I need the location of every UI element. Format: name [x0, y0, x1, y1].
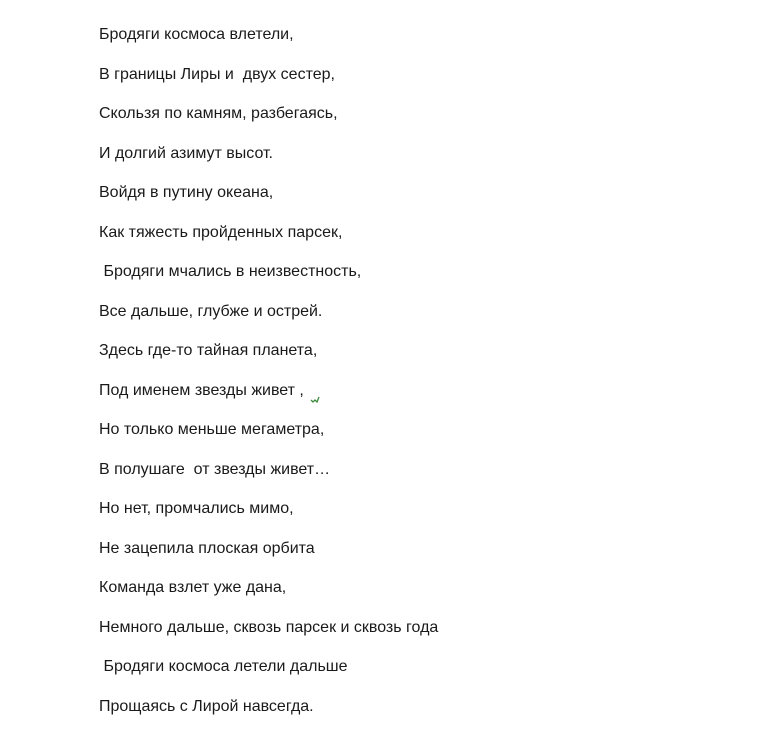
poem-line: Но нет, промчались мимо,: [99, 500, 294, 517]
poem: [99, 25, 438, 736]
poem-line: Под именем звезды живет ,: [99, 381, 304, 399]
spellcheck-squiggle-icon: [310, 393, 322, 403]
poem-line: Бродяги мчались в неизвестность,: [99, 263, 362, 280]
poem-line: Как тяжесть пройденных парсек,: [99, 223, 343, 241]
poem-line: Войдя в путину океана,: [99, 184, 274, 201]
poem-line: Бродяги космоса летели дальше: [99, 658, 348, 675]
poem-line: В полушаге от звезды живет…: [99, 460, 331, 478]
poem-line: И долгий азимут высот.: [99, 144, 273, 162]
poem-line: Прощаясь с Лирой навсегда.: [99, 697, 314, 715]
poem-line: Все дальше, глубже и острей.: [99, 302, 323, 320]
poem-line: Бродяги космоса влетели,: [99, 26, 294, 43]
poem-line: Здесь где-то тайная планета,: [99, 342, 318, 359]
poem-line: Не зацепила плоская орбита: [99, 539, 315, 557]
poem-line: Но только меньше мегаметра,: [99, 421, 325, 438]
poem-line: Скользя по камням, разбегаясь,: [99, 105, 338, 122]
poem-line: Немного дальше, сквозь парсек и сквозь года: [99, 618, 439, 636]
poem-line: Команда взлет уже дана,: [99, 579, 287, 596]
poem-line: В границы Лиры и двух сестер,: [99, 65, 335, 83]
